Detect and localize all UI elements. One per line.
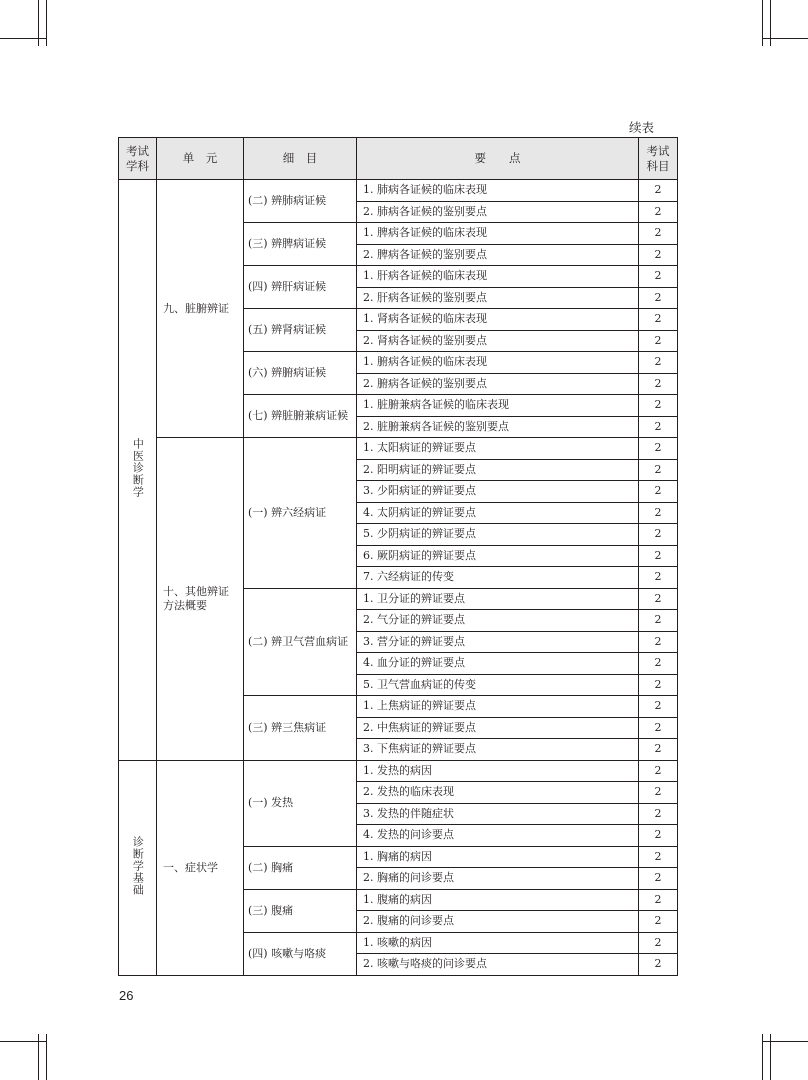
level-cell: 2 [639,223,678,245]
level-cell: 2 [639,717,678,739]
point-cell: 1. 胸痛的病因 [357,846,639,868]
point-cell: 1. 上焦病证的辨证要点 [357,696,639,718]
table-body [119,180,678,976]
point-cell: 4. 发热的问诊要点 [357,825,639,847]
header-item: 细 目 [244,138,357,180]
level-cell: 2 [639,352,678,374]
crop-mark-top-left-v [38,0,39,46]
level-cell: 2 [639,868,678,890]
point-cell: 1. 脏腑兼病各证候的临床表现 [357,395,639,417]
level-cell: 2 [639,954,678,976]
point-cell: 1. 肺病各证候的临床表现 [357,180,639,202]
level-cell: 2 [639,244,678,266]
item-cell: (六) 辨腑病证候 [244,352,357,395]
subject-name: 诊断学基础 [131,835,145,896]
level-cell: 2 [639,932,678,954]
item-cell: (四) 咳嗽与咯痰 [244,932,357,975]
level-cell: 2 [639,696,678,718]
level-cell: 2 [639,309,678,331]
point-cell: 2. 肝病各证候的鉴别要点 [357,287,639,309]
unit-cell: 九、脏腑辨证 [157,180,244,438]
level-cell: 2 [639,911,678,933]
level-cell: 2 [639,180,678,202]
level-cell: 2 [639,782,678,804]
level-cell: 2 [639,373,678,395]
item-cell: (三) 腹痛 [244,889,357,932]
point-cell: 1. 咳嗽的病因 [357,932,639,954]
point-cell: 1. 腹痛的病因 [357,889,639,911]
point-cell: 1. 腑病各证候的临床表现 [357,352,639,374]
level-cell: 2 [639,846,678,868]
point-cell: 2. 发热的临床表现 [357,782,639,804]
table-header-row [119,138,678,180]
crop-mark-bottom-left-v2 [46,1034,47,1080]
point-cell: 1. 肝病各证候的临床表现 [357,266,639,288]
point-cell: 2. 肾病各证候的鉴别要点 [357,330,639,352]
item-cell: (三) 辨脾病证候 [244,223,357,266]
item-cell: (一) 辨六经病证 [244,438,357,589]
table-row [119,760,678,782]
item-cell: (四) 辨肝病证候 [244,266,357,309]
point-cell: 3. 下焦病证的辨证要点 [357,739,639,761]
point-cell: 5. 卫气营血病证的传变 [357,674,639,696]
point-cell: 4. 血分证的辨证要点 [357,653,639,675]
level-cell: 2 [639,567,678,589]
item-cell: (三) 辨三焦病证 [244,696,357,761]
page-number: 26 [119,988,134,1003]
point-cell: 2. 脏腑兼病各证候的鉴别要点 [357,416,639,438]
level-cell: 2 [639,803,678,825]
level-cell: 2 [639,524,678,546]
continuation-label: 续表 [629,120,655,135]
header-subject: 考试 学科 [119,138,157,180]
level-cell: 2 [639,610,678,632]
level-cell: 2 [639,287,678,309]
item-cell: (五) 辨肾病证候 [244,309,357,352]
item-cell: (一) 发热 [244,760,357,846]
point-cell: 1. 脾病各证候的临床表现 [357,223,639,245]
crop-mark-top-left-h [0,38,46,39]
point-cell: 3. 营分证的辨证要点 [357,631,639,653]
exam-syllabus-table [118,137,678,976]
point-cell: 3. 少阳病证的辨证要点 [357,481,639,503]
level-cell: 2 [639,395,678,417]
level-cell: 2 [639,631,678,653]
item-cell: (二) 胸痛 [244,846,357,889]
level-cell: 2 [639,481,678,503]
level-cell: 2 [639,459,678,481]
level-cell: 2 [639,502,678,524]
level-cell: 2 [639,201,678,223]
crop-mark-top-right-v2 [770,0,771,46]
table-row [119,180,678,202]
point-cell: 7. 六经病证的传变 [357,567,639,589]
unit-cell: 一、症状学 [157,760,244,975]
point-cell: 5. 少阴病证的辨证要点 [357,524,639,546]
item-cell: (二) 辨肺病证候 [244,180,357,223]
point-cell: 2. 胸痛的问诊要点 [357,868,639,890]
point-cell: 2. 中焦病证的辨证要点 [357,717,639,739]
level-cell: 2 [639,739,678,761]
crop-mark-top-right-v [762,0,763,46]
level-cell: 2 [639,889,678,911]
point-cell: 2. 阳明病证的辨证要点 [357,459,639,481]
level-cell: 2 [639,825,678,847]
level-cell: 2 [639,653,678,675]
point-cell: 6. 厥阴病证的辨证要点 [357,545,639,567]
point-cell: 2. 咳嗽与咯痰的问诊要点 [357,954,639,976]
point-cell: 3. 发热的伴随症状 [357,803,639,825]
level-cell: 2 [639,588,678,610]
point-cell: 1. 发热的病因 [357,760,639,782]
subject-cell [119,760,157,975]
crop-mark-top-left-v2 [46,0,47,46]
point-cell: 2. 气分证的辨证要点 [357,610,639,632]
level-cell: 2 [639,438,678,460]
crop-mark-top-right-h [762,38,808,39]
subject-cell [119,180,157,761]
item-cell: (二) 辨卫气营血病证 [244,588,357,696]
point-cell: 2. 腑病各证候的鉴别要点 [357,373,639,395]
level-cell: 2 [639,266,678,288]
level-cell: 2 [639,330,678,352]
point-cell: 2. 肺病各证候的鉴别要点 [357,201,639,223]
crop-mark-bottom-right-h [762,1041,808,1042]
unit-cell: 十、其他辨证方法概要 [157,438,244,761]
point-cell: 2. 腹痛的问诊要点 [357,911,639,933]
point-cell: 2. 脾病各证候的鉴别要点 [357,244,639,266]
point-cell: 1. 肾病各证候的临床表现 [357,309,639,331]
point-cell: 1. 太阳病证的辨证要点 [357,438,639,460]
point-cell: 1. 卫分证的辨证要点 [357,588,639,610]
level-cell: 2 [639,760,678,782]
subject-name: 中医诊断学 [131,437,145,498]
header-level: 考试 科目 [639,138,678,180]
item-cell: (七) 辨脏腑兼病证候 [244,395,357,438]
point-cell: 4. 太阴病证的辨证要点 [357,502,639,524]
header-unit: 单 元 [157,138,244,180]
crop-mark-bottom-left-h [0,1041,46,1042]
level-cell: 2 [639,674,678,696]
header-points: 要 点 [357,138,639,180]
level-cell: 2 [639,545,678,567]
table-row [119,438,678,460]
level-cell: 2 [639,416,678,438]
